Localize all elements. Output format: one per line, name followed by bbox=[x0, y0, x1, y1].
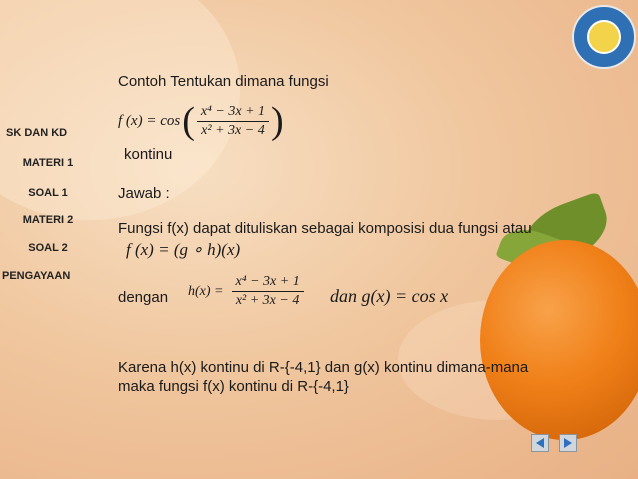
conclusion-line-1: Karena h(x) kontinu di R-{-4,1} dan g(x) kontinu dimana-mana bbox=[118, 359, 529, 376]
orange-image bbox=[480, 240, 638, 440]
h-denominator: x² + 3x − 4 bbox=[235, 293, 300, 308]
sidebar-item-sk-dan-kd[interactable]: SK DAN KD bbox=[6, 127, 68, 139]
answer-heading: Jawab : bbox=[118, 185, 170, 202]
paren-close: ) bbox=[271, 100, 284, 142]
kontinu-label: kontinu bbox=[124, 146, 173, 163]
triangle-left-icon bbox=[534, 437, 546, 449]
h-lhs: h(x) = bbox=[188, 283, 224, 299]
f-numerator: x⁴ − 3x + 1 bbox=[197, 104, 269, 122]
next-slide-button[interactable] bbox=[559, 434, 577, 452]
conclusion-line-2: maka fungsi f(x) kontinu di R-{-4,1} bbox=[118, 378, 349, 395]
f-lhs: f (x) = cos bbox=[118, 112, 181, 129]
h-definition bbox=[188, 274, 304, 309]
h-fraction bbox=[232, 274, 304, 309]
sidebar-item-materi-2[interactable]: MATERI 2 bbox=[22, 214, 74, 226]
composition-text: Fungsi f(x) dapat dituliskan sebagai komposisi dua fungsi atau bbox=[118, 220, 532, 237]
example-intro: Contoh Tentukan dimana fungsi bbox=[118, 73, 329, 90]
ministry-logo bbox=[572, 5, 636, 69]
triangle-right-icon bbox=[562, 437, 574, 449]
f-fraction bbox=[197, 104, 269, 139]
f-denominator: x² + 3x − 4 bbox=[201, 122, 265, 138]
paren-open: ( bbox=[182, 100, 195, 142]
logo-emblem bbox=[587, 20, 621, 54]
prev-slide-button[interactable] bbox=[531, 434, 549, 452]
g-definition: dan g(x) = cos x bbox=[330, 286, 449, 306]
f-definition bbox=[118, 102, 284, 140]
sidebar-item-pengayaan[interactable]: PENGAYAAN bbox=[2, 270, 71, 282]
composition-formula: f (x) = (g ∘ h)(x) bbox=[126, 240, 241, 259]
h-numerator: x⁴ − 3x + 1 bbox=[232, 274, 304, 292]
sidebar-item-soal-2[interactable]: SOAL 2 bbox=[28, 242, 68, 254]
sidebar-item-materi-1[interactable]: MATERI 1 bbox=[22, 157, 74, 169]
dengan-label: dengan bbox=[118, 289, 169, 306]
sidebar-item-soal-1[interactable]: SOAL 1 bbox=[28, 187, 68, 199]
